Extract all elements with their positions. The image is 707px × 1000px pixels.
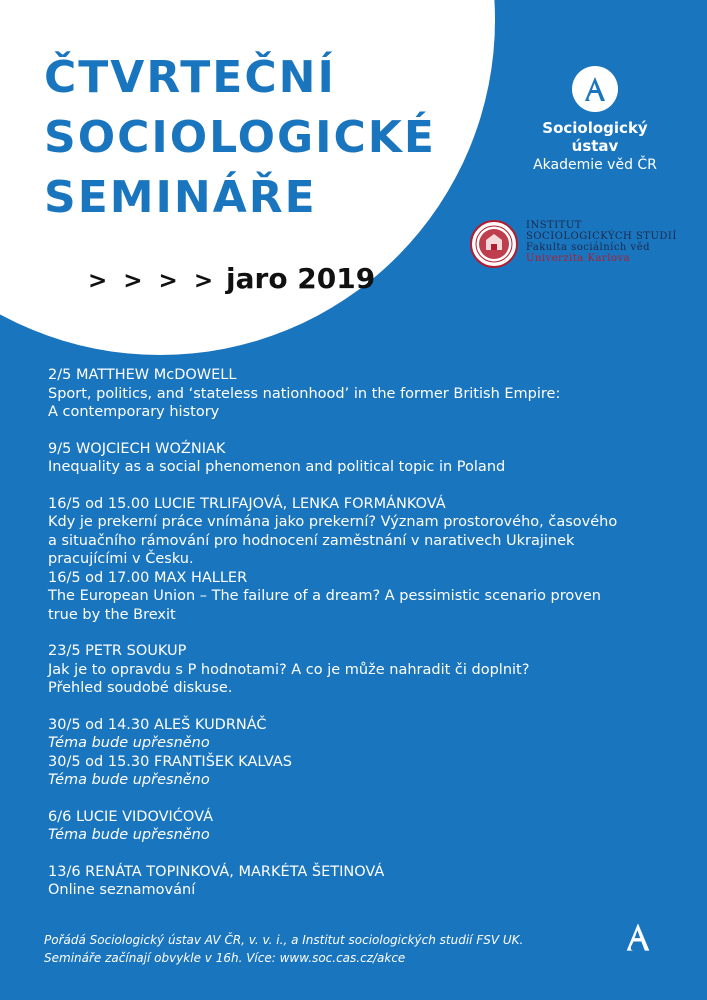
event-heading: 16/5 od 17.00 MAX HALLER — [48, 569, 248, 586]
event-item — [48, 642, 667, 698]
event-topic: a situačního rámování pro hodnocení zaměstnání v narativech Ukrajinek — [48, 532, 575, 549]
event-heading: 16/5 od 15.00 LUCIE TRLIFAJOVÁ, LENKA FORMÁNKOVÁ — [48, 495, 446, 512]
iss-line-3: Fakulta sociálních věd — [526, 242, 651, 253]
event-heading: 2/5 MATTHEW McDOWELL — [48, 367, 237, 383]
event-item — [48, 495, 667, 625]
event-topic: pracujícími v Česku. — [48, 551, 194, 567]
sociologicky-ustav-logo — [520, 66, 670, 173]
seminar-list — [48, 366, 667, 918]
event-topic: true by the Brexit — [48, 606, 176, 623]
event-topic: Kdy je prekerní práce vnímána jako prekerní? Význam prostorového, časového — [48, 514, 618, 530]
event-heading: 13/6 RENÁTA TOPINKOVÁ, MARKÉTA ŠETINOVÁ — [48, 863, 385, 880]
su-subname: Akademie věd ČR — [533, 157, 657, 173]
academy-a-icon — [572, 66, 618, 112]
event-heading: 9/5 WOJCIECH WOŹNIAK — [48, 440, 226, 457]
footer-line-2: Semináře začínají obvykle v 16h. Více: www.soc.cas.cz/akce — [44, 951, 406, 965]
su-name: Sociologický ústav — [542, 119, 648, 155]
event-item — [48, 716, 667, 790]
event-item — [48, 863, 667, 900]
event-item — [48, 440, 667, 477]
event-topic: The European Union – The failure of a dream? A pessimistic scenario proven — [48, 588, 601, 604]
event-topic: A contemporary history — [48, 404, 220, 420]
event-topic: Téma bude upřesněno — [48, 827, 210, 843]
iss-logo — [470, 220, 677, 268]
season-subtitle — [88, 262, 375, 295]
iss-line-1: INSTITUT — [526, 220, 582, 231]
event-topic: Téma bude upřesněno — [48, 772, 210, 788]
event-heading: 30/5 od 15.30 FRANTIŠEK KALVAS — [48, 753, 292, 770]
iss-line-4: Univerzita Karlova — [526, 253, 631, 264]
season-label: jaro 2019 — [226, 262, 376, 295]
event-topic: Sport, politics, and ‘stateless nationhood’ in the former British Empire: — [48, 385, 561, 402]
event-topic: Přehled soudobé diskuse. — [48, 680, 233, 696]
arrows-decoration: > > > > — [88, 268, 218, 294]
title-line-3: SEMINÁŘE — [44, 172, 317, 223]
university-seal-icon — [470, 220, 518, 268]
event-heading: 6/6 LUCIE VIDOVIĆOVÁ — [48, 808, 213, 825]
academy-a-footer-icon — [621, 920, 655, 958]
event-topic: Téma bude upřesněno — [48, 735, 210, 751]
iss-line-2: SOCIOLOGICKÝCH STUDIÍ — [526, 231, 677, 242]
event-item — [48, 808, 667, 845]
footer-line-1: Pořádá Sociologický ústav AV ČR, v. v. i., a Institut sociologických studií FSV UK. — [44, 933, 524, 947]
event-topic: Online seznamování — [48, 882, 196, 898]
footer-note — [44, 931, 523, 967]
event-heading: 30/5 od 14.30 ALEŠ KUDRNÁČ — [48, 716, 267, 733]
title-line-2: SOCIOLOGICKÉ — [44, 112, 436, 163]
title-line-1: ČTVRTEČNÍ — [44, 52, 336, 103]
event-topic: Inequality as a social phenomenon and political topic in Poland — [48, 459, 506, 475]
event-topic: Jak je to opravdu s P hodnotami? A co je může nahradit či doplnit? — [48, 661, 530, 678]
page-title — [44, 48, 436, 228]
event-heading: 23/5 PETR SOUKUP — [48, 643, 187, 659]
event-item — [48, 366, 667, 422]
